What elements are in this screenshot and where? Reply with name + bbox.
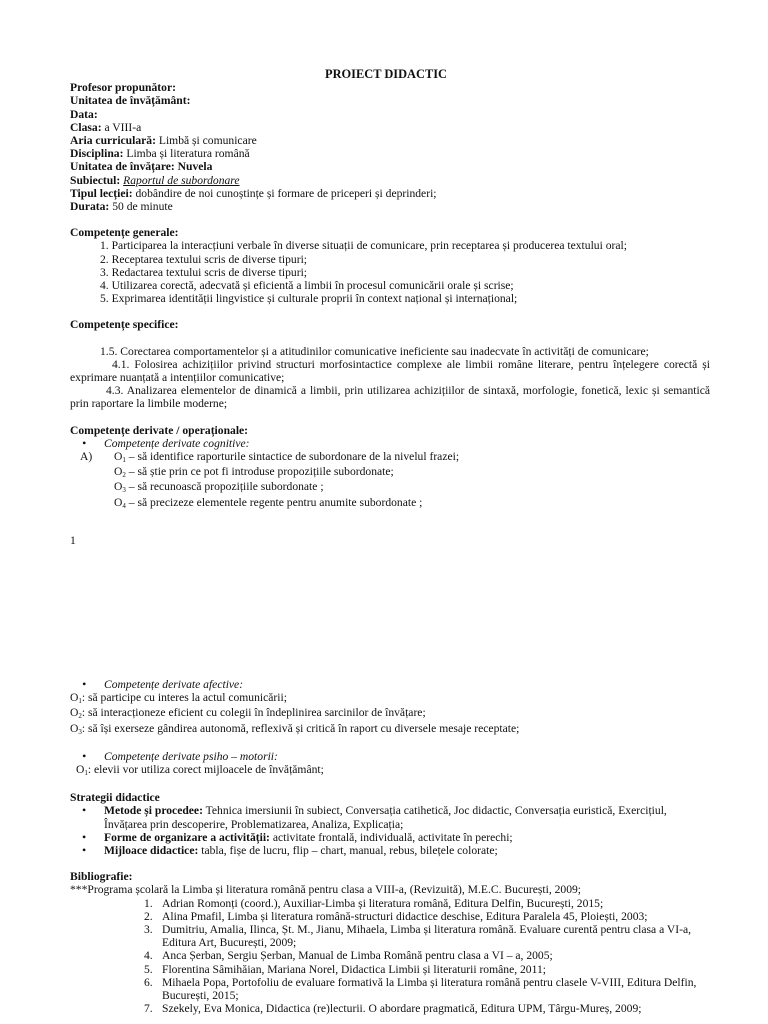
- item-text: Tehnica imersiunii în subiect, Conversația catihetică, Joc didactic, Conversația euristică, Exercițiul, Învățarea prin descoperire, Problematizarea, Analiza, Explicația;: [104, 804, 667, 831]
- item-label: Mijloace didactice:: [104, 844, 199, 858]
- field-unitatea-invatare: [70, 160, 710, 173]
- section-heading: Strategii didactice: [70, 791, 160, 805]
- list-item: [70, 976, 710, 1002]
- list-item: [70, 465, 710, 480]
- list-item: [70, 923, 710, 949]
- page-number: 1: [70, 534, 76, 547]
- item-text: : să interacționeze eficient cu colegii în îndeplinirea sarcinilor de învățare;: [81, 706, 426, 720]
- field-label: Aria curriculară:: [70, 134, 156, 148]
- list-item: 2. Receptarea textului scris de diverse tipuri;: [100, 252, 308, 266]
- specific-competences-list: [70, 345, 710, 411]
- field-value: 50 de minute: [109, 200, 173, 214]
- list-item: 1. Participarea la interacțiuni verbale în diverse situații de comunicare, prin receptarea și producerea textului oral;: [100, 239, 627, 253]
- code: O: [76, 763, 85, 777]
- field-value: Limbă și comunicare: [155, 134, 257, 148]
- field-label: Clasa:: [70, 120, 102, 134]
- field-label: Subiectul:: [70, 173, 121, 187]
- item-number: 5.: [144, 962, 153, 976]
- item-text: – să recunoască propozițiile subordonate ;: [125, 480, 324, 494]
- list-prefix: A): [80, 450, 93, 464]
- section-heading: Competențe derivate / operaționale:: [70, 423, 249, 437]
- bibliography-list: [70, 897, 710, 1016]
- item-text: – să identifice raporturile sintactice de subordonare de la nivelul frazei;: [125, 450, 460, 464]
- affective-label: • Competențe derivate afective:: [70, 678, 710, 691]
- code: O: [70, 691, 79, 705]
- field-value: Limba și literatura română: [123, 147, 250, 161]
- code: O: [114, 495, 123, 509]
- code: O: [114, 480, 123, 494]
- item-text: : să își exerseze gândirea autonomă, reflexivă și critică în raport cu diversele mesaje receptate;: [81, 721, 520, 735]
- list-item: [70, 831, 710, 844]
- list-item: [70, 1002, 710, 1015]
- list-item: 4. Utilizarea corectă, adecvată și eficientă a limbii în procesul comunicării orale și scrise;: [100, 279, 514, 293]
- list-item: 4.3. Analizarea elementelor de dinamică a limbii, prin utilizarea achizițiilor de sintaxă, morfologie, fonetică, lexic și semantică prin raportare la limbile moderne;: [70, 384, 710, 411]
- bibliography-intro: ***Programa școlară la Limba și literatura română pentru clasa a VIII-a, (Revizuită), M.E.C. București, 2009;: [70, 883, 582, 897]
- field-clasa: [70, 121, 710, 134]
- item-text: Mihaela Popa, Portofoliu de evaluare formativă la Limba și literatura română pentru clasele V-VIII, Editura Delfin, București, 2015;: [162, 975, 697, 1003]
- list-item: [70, 963, 710, 976]
- list-item: [70, 691, 710, 706]
- field-label: Tipul lecției:: [70, 186, 133, 200]
- item-text: Szekely, Eva Monica, Didactica (re)lecturii. O abordare pragmatică, Editura UPM, Târgu-Mureș, 2009;: [162, 1002, 642, 1016]
- field-unitatea: [70, 94, 710, 107]
- psychomotor-label: • Competențe derivate psiho – motorii:: [70, 750, 710, 763]
- field-value: dobândire de noi cunoștințe și formare de priceperi și deprinderi;: [132, 186, 437, 200]
- list-item: [70, 804, 710, 830]
- item-text: Dumitriu, Amalia, Ilinca, Șt. M., Jianu, Mihaela, Limba și literatura română. Evaluare curentă pentru clasa a VI-a, Editura Art, București, 2009;: [162, 923, 692, 950]
- code-sub: 2: [78, 712, 82, 721]
- item-text: tabla, fișe de lucru, flip – chart, manual, rebus, bilețele colorate;: [198, 844, 498, 858]
- list-item: 1.5. Corectarea comportamentelor și a atitudinilor comunicative ineficiente sau inadecvate în activități de comunicare;: [100, 344, 649, 358]
- code-sub: 2: [122, 471, 126, 480]
- field-disciplina: [70, 147, 710, 160]
- code: O: [70, 721, 79, 735]
- item-label: Metode și procedee:: [104, 804, 203, 818]
- list-item: [70, 496, 710, 511]
- item-number: 2.: [144, 909, 153, 923]
- header-block: [70, 81, 710, 213]
- code: O: [114, 465, 123, 479]
- field-aria: [70, 134, 710, 147]
- field-label: Durata:: [70, 200, 110, 214]
- field-durata: [70, 200, 710, 213]
- section-heading: Competențe specifice:: [70, 318, 179, 332]
- item-number: 3.: [144, 923, 153, 937]
- field-label: Unitatea de învățare:: [70, 160, 175, 174]
- section-heading: Competențe generale:: [70, 226, 179, 240]
- list-item: [70, 763, 710, 778]
- field-label: Data:: [70, 107, 98, 121]
- item-text: – să precizeze elementele regente pentru anumite subordonate ;: [125, 495, 423, 509]
- list-item: [70, 844, 710, 857]
- field-subiectul: [70, 174, 710, 187]
- item-text: Florentina Sâmihăian, Mariana Norel, Didactica Limbii și literaturii române, 2011;: [162, 962, 546, 976]
- item-text: : să participe cu interes la actul comunicării;: [81, 691, 287, 705]
- item-text: Alina Pmafil, Limba și literatura română-structuri didactice deschise, Editura Paralela 45, Ploiești, 2003;: [162, 909, 648, 923]
- list-item: [70, 722, 710, 737]
- item-text: activitate frontală, individuală, activitate în perechi;: [269, 830, 513, 844]
- list-item: [70, 949, 710, 962]
- list-item: [70, 897, 710, 910]
- document-title: PROIECT DIDACTIC: [325, 67, 447, 81]
- section-heading: Bibliografie:: [70, 870, 133, 884]
- field-tipul: [70, 187, 710, 200]
- general-competences-list: [70, 239, 710, 305]
- item-text: Anca Șerban, Sergiu Șerban, Manual de Limba Română pentru clasa a VI – a, 2005;: [162, 949, 553, 963]
- cognitive-label: • Competențe derivate cognitive:: [70, 437, 710, 450]
- item-text: : elevii vor utiliza corect mijloacele de învățământ;: [87, 763, 324, 777]
- code: O: [114, 450, 123, 464]
- list-item: 4.1. Folosirea achizițiilor privind structuri morfosintactice complexe ale limbii române literare, pentru înțelegere corectă și exprimare nuanțată a intențiilor comunicative;: [70, 357, 710, 385]
- item-number: 7.: [144, 1002, 153, 1016]
- code: O: [70, 706, 79, 720]
- field-label: Disciplina:: [70, 147, 124, 161]
- code-sub: 1: [78, 697, 82, 706]
- item-number: 1.: [144, 896, 153, 910]
- code-sub: 1: [84, 769, 88, 778]
- code-sub: 1: [122, 456, 126, 465]
- code-sub: 4: [122, 501, 126, 510]
- field-value: a VIII-a: [101, 120, 142, 134]
- lesson-plan-page-2: [70, 678, 710, 1015]
- list-item: [70, 910, 710, 923]
- list-item: [70, 480, 710, 495]
- code-sub: 3: [122, 486, 126, 495]
- item-number: 4.: [144, 949, 153, 963]
- field-label: Unitatea de învățământ:: [70, 94, 191, 108]
- field-value: Nuvela: [174, 160, 213, 174]
- list-item: [70, 450, 710, 465]
- list-item: 5. Exprimarea identității lingvistice și culturale proprii în context național și internațional;: [100, 292, 518, 306]
- item-text: – să știe prin ce pot fi introduse propozițiile subordonate;: [125, 465, 394, 479]
- field-data: [70, 108, 710, 121]
- field-label: Profesor propunător:: [70, 81, 176, 95]
- field-value: Raportul de subordonare: [123, 173, 240, 187]
- item-text: Adrian Romonți (coord.), Auxiliar-Limba și literatura română, Editura Delfin, București, 2015;: [162, 896, 604, 910]
- list-item: 3. Redactarea textului scris de diverse tipuri;: [100, 265, 308, 279]
- item-label: Forme de organizare a activității:: [104, 830, 270, 844]
- lesson-plan-page: [70, 68, 710, 511]
- field-profesor: [70, 81, 710, 94]
- list-item: [70, 706, 710, 721]
- code-sub: 3: [78, 727, 82, 736]
- item-number: 6.: [144, 975, 153, 989]
